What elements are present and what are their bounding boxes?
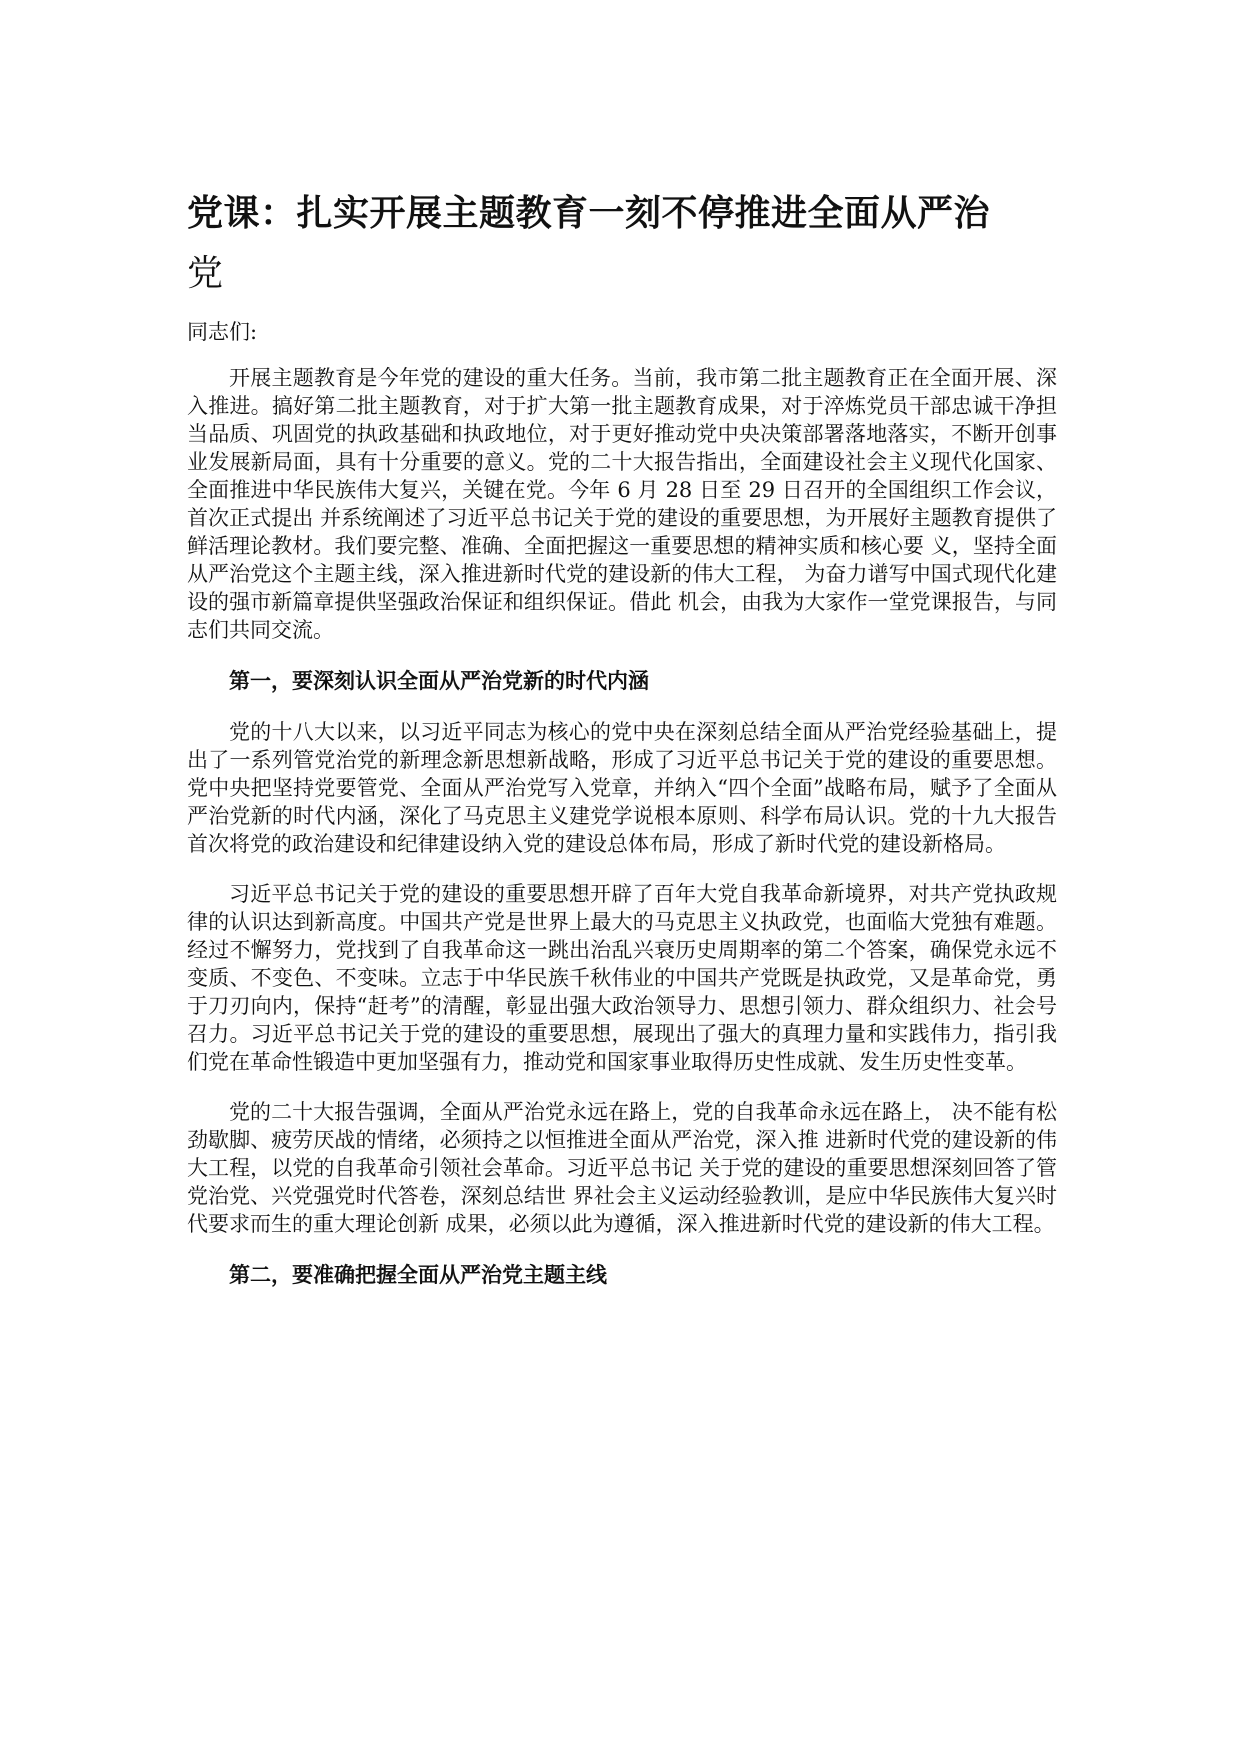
section1-paragraph-3: 党的二十大报告强调，全面从严治党永远在路上，党的自我革命永远在路上， 决不能有松劲歇脚、疲劳厌战的情绪，必须持之以恒推进全面从严治党，深入推 进新时代党的建设新的伟大工程，以党的自我革命引领社会革命。习近平总书记 关于党的建设的重要思想深刻回答了管党治党、兴党强党时代答卷，深刻总结世 界社会主义运动经验教训，是应中华民族伟大复兴时代要求而生的重大理论创新 成果，必须以此为遵循，深入推进新时代党的建设新的伟大工程。 [187, 1100, 1057, 1236]
section-heading-2: 第二，要准确把握全面从严治党主题主线 [229, 1263, 607, 1287]
title-tail: 党 [187, 253, 224, 294]
section1-paragraph-1: 党的十八大以来，以习近平同志为核心的党中央在深刻总结全面从严治党经验基础上，提出了一系列管党治党的新理念新思想新战略，形成了习近平总书记关于党的建设的重要思想。党中央把坚持党要管党、全面从严治党写入党章，并纳入“四个全面”战略布局，赋予了全面从严治党新的时代内涵，深化了马克思主义建党学说根本原则、科学布局认识。党的十九大报告首次将党的政治建设和纪律建设纳入党的建设总体布局，形成了新时代党的建设新格局。 [187, 720, 1057, 856]
document-title [187, 184, 1057, 304]
greeting: 同志们: [187, 320, 258, 344]
document-body [187, 184, 1057, 1312]
title-main: 党课：扎实开展主题教育一刻不停推进全面从严治 [187, 193, 991, 234]
section1-paragraph-2: 习近平总书记关于党的建设的重要思想开辟了百年大党自我革命新境界，对共产党执政规律的认识达到新高度。中国共产党是世界上最大的马克思主义执政党，也面临大党独有难题。经过不懈努力，党找到了自我革命这一跳出治乱兴衰历史周期率的第二个答案，确保党永远不变质、不变色、不变味。立志于中华民族千秋伟业的中国共产党既是执政党，又是革命党，勇于刀刃向内，保持“赶考”的清醒，彰显出强大政治领导力、思想引领力、群众组织力、社会号召力。习近平总书记关于党的建设的重要思想，展现出了强大的真理力量和实践伟力，指引我们党在革命性锻造中更加坚强有力，推动党和国家事业取得历史性成就、发生历史性变革。 [187, 882, 1057, 1074]
section-heading-1: 第一，要深刻认识全面从严治党新的时代内涵 [229, 669, 649, 693]
intro-paragraph: 开展主题教育是今年党的建设的重大任务。当前，我市第二批主题教育正在全面开展、深入推进。搞好第二批主题教育，对于扩大第一批主题教育成果，对于淬炼党员干部忠诚干净担当品质、巩固党的执政基础和执政地位，对于更好推动党中央决策部署落地落实，不断开创事业发展新局面，具有十分重要的意义。党的二十大报告指出，全面建设社会主义现代化国家、全面推进中华民族伟大复兴，关键在党。今年 6 月 28 日至 29 日召开的全国组织工作会议，首次正式提出 并系统阐述了习近平总书记关于党的建设的重要思想，为开展好主题教育提供了 鲜活理论教材。我们要完整、准确、全面把握这一重要思想的精神实质和核心要 义，坚持全面从严治党这个主题主线，深入推进新时代党的建设新的伟大工程， 为奋力谱写中国式现代化建设的强市新篇章提供坚强政治保证和组织保证。借此 机会，由我为大家作一堂党课报告，与同志们共同交流。 [187, 366, 1057, 642]
